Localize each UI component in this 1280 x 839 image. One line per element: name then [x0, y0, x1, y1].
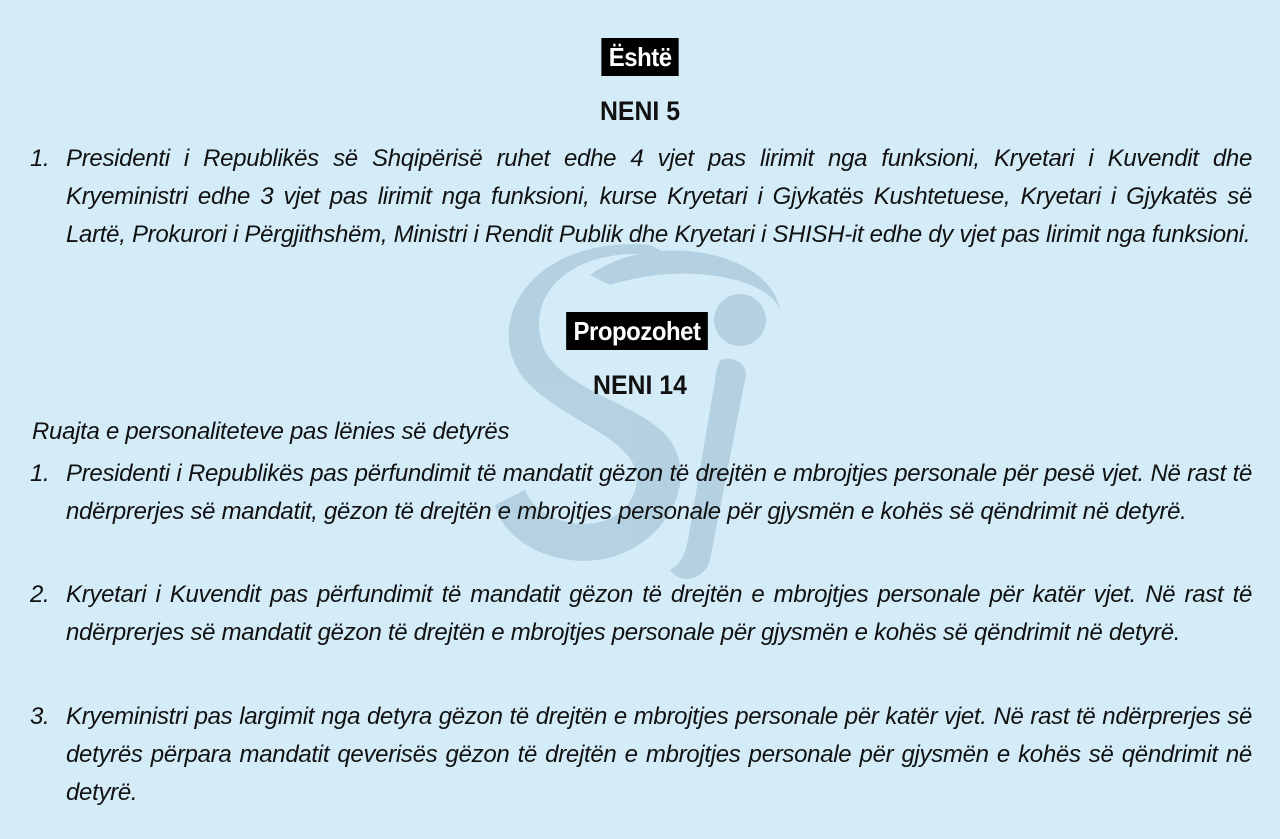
- item-number: 1.: [30, 145, 50, 172]
- article-14-item-2: [30, 576, 1252, 652]
- article-14-item-3: [30, 698, 1252, 812]
- article-5-item-1: [30, 140, 1252, 254]
- item-text: Kryetari i Kuvendit pas përfundimit të mandatit gëzon të drejtën e mbrojtjes personale për katër vjet. Në rast të ndërprerjes së mandatit gëzon të drejtën e mbrojtjes personale për gjysmën e kohës së qëndrimit në detyrë.: [66, 581, 1252, 646]
- article-heading-neni-14: NENI 14: [593, 370, 687, 400]
- status-badge-propozohet: Propozohet: [566, 312, 708, 350]
- status-badge-eshte: Është: [601, 38, 679, 76]
- item-text: Presidenti i Republikës pas përfundimit të mandatit gëzon të drejtën e mbrojtjes personale për pesë vjet. Në rast të ndërprerjes së mandatit, gëzon të drejtën e mbrojtjes personale për gjysmën e kohës së qëndrimit në detyrë.: [66, 460, 1252, 525]
- item-text: Presidenti i Republikës së Shqipërisë ruhet edhe 4 vjet pas lirimit nga funksioni, Kryetari i Kuvendit dhe Kryeministri edhe 3 vjet pas lirimit nga funksioni, kurse Kryetari i Gjykatës Kushtetuese, Kryetari i Gjykatës së Lartë, Prokurori i Përgjithshëm, Ministri i Rendit Publik dhe Kryetari i SHISH-it edhe dy vjet pas lirimit nga funksioni.: [66, 145, 1252, 248]
- article-subtitle: Ruajta e personaliteteve pas lënies së detyrës: [32, 418, 510, 445]
- item-number: 2.: [30, 581, 50, 608]
- item-text: Kryeministri pas largimit nga detyra gëzon të drejtën e mbrojtjes personale për katër vjet. Në rast të ndërprerjes së detyrës përpara mandatit qeverisës gëzon të drejtën e mbrojtjes personale për gjysmën e kohës së qëndrimit në detyrë.: [66, 703, 1252, 806]
- item-number: 3.: [30, 703, 50, 730]
- article-heading-neni-5: NENI 5: [599, 96, 681, 126]
- article-14-item-1: [30, 455, 1252, 531]
- item-number: 1.: [30, 460, 50, 487]
